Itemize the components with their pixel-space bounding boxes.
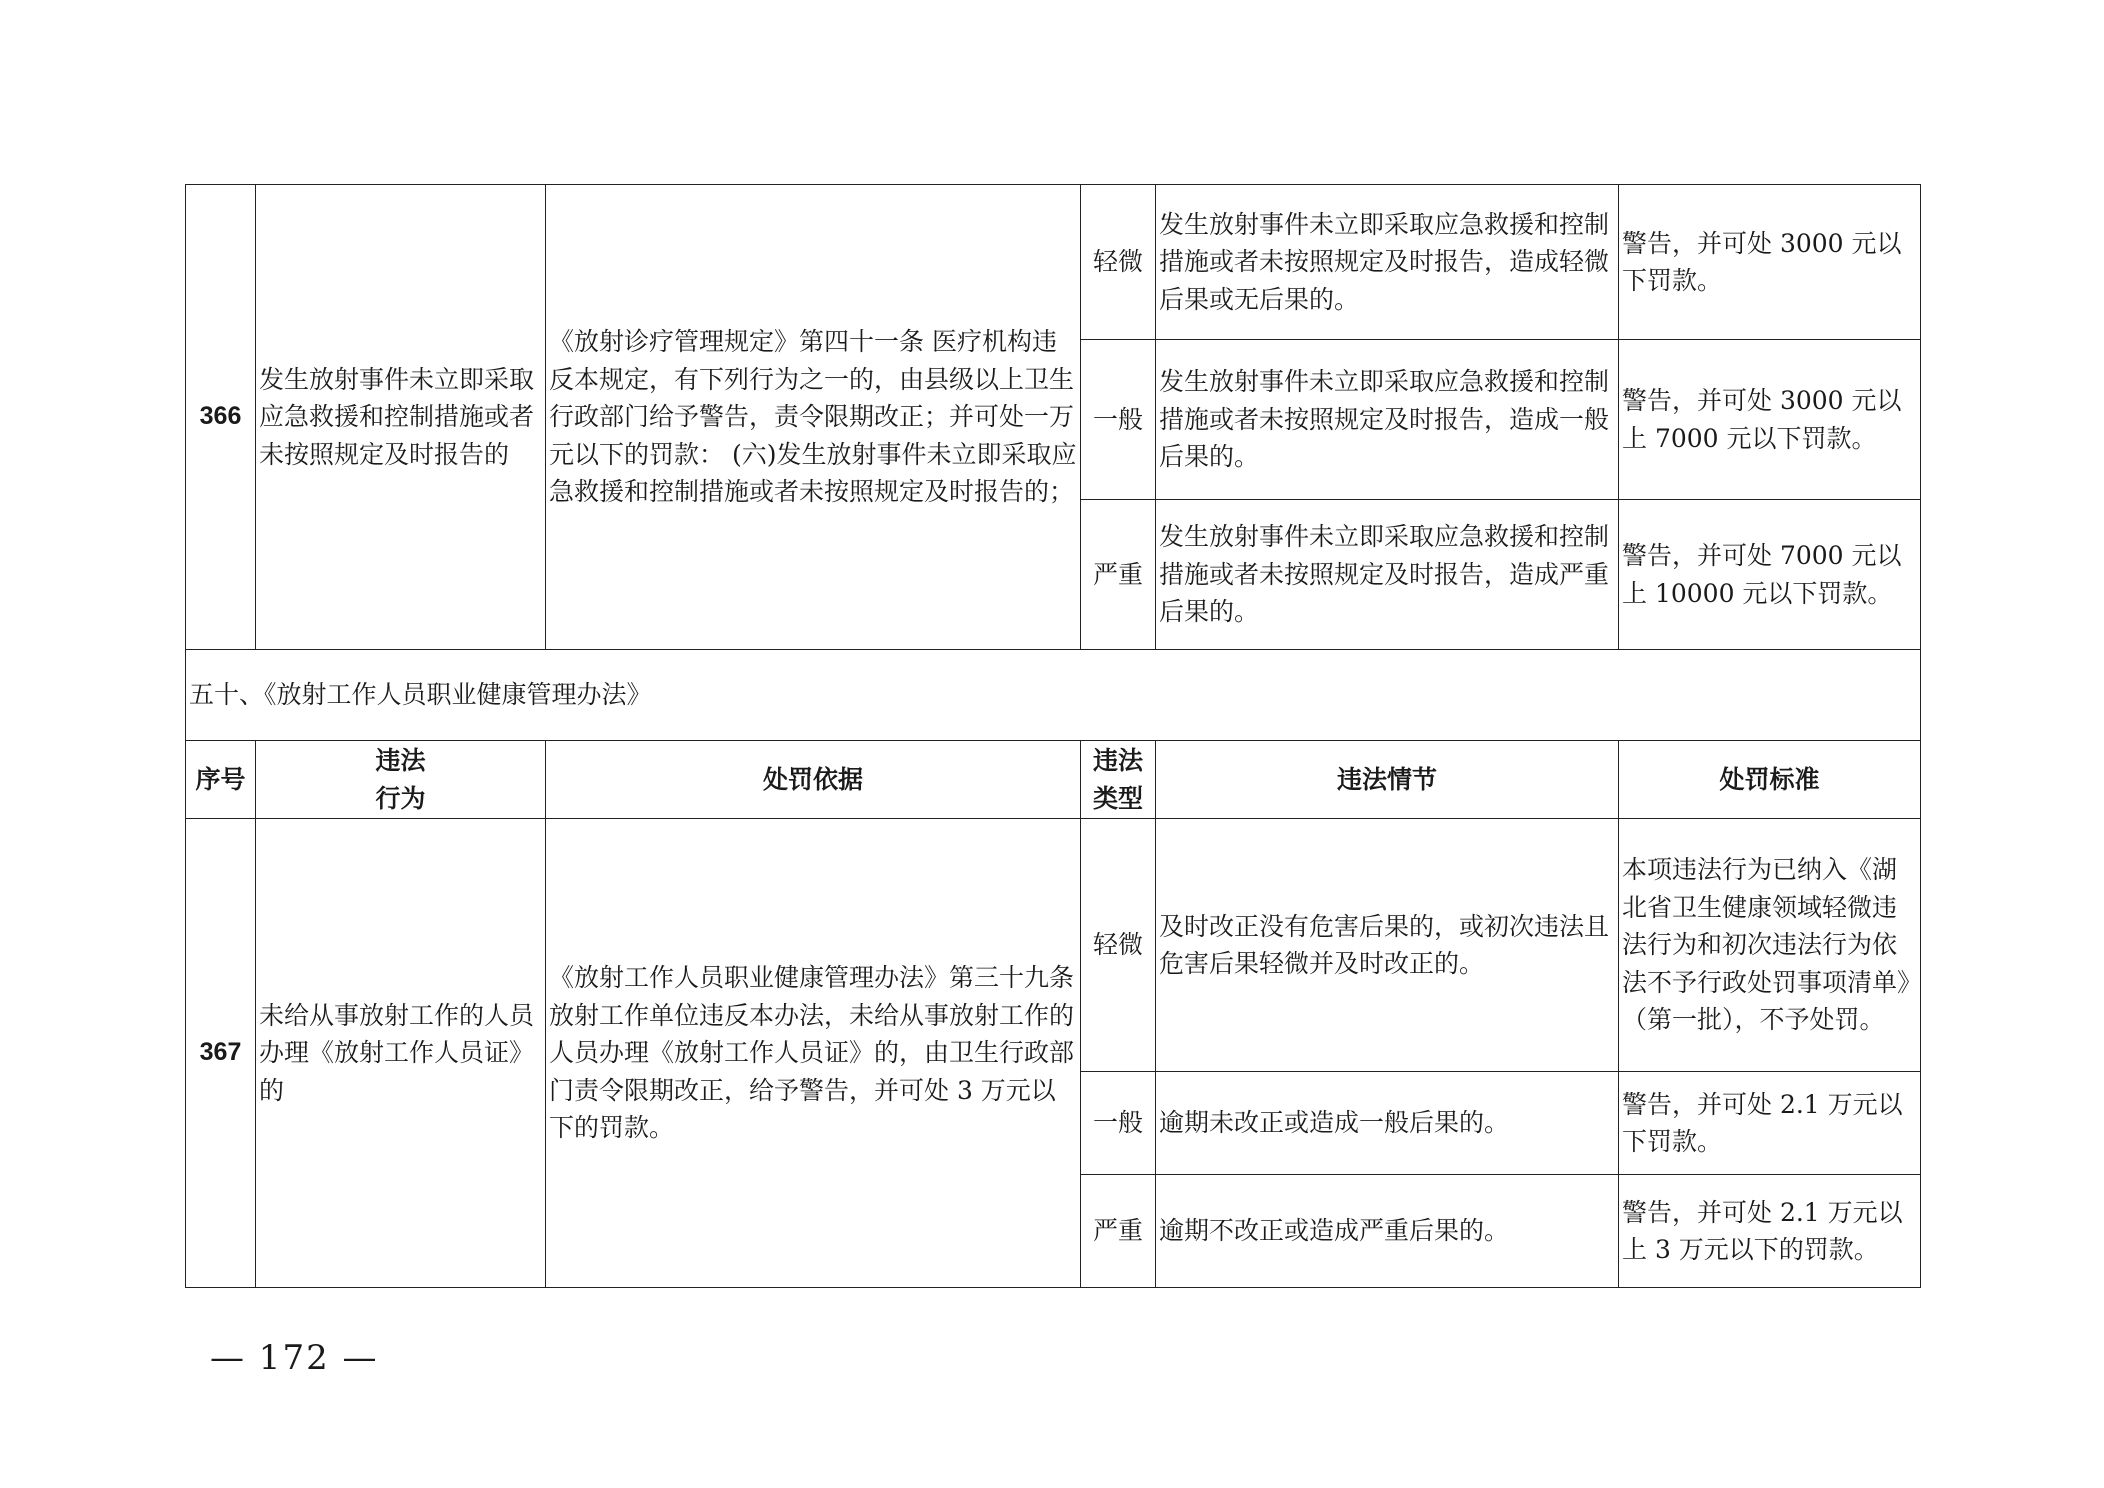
- penalty-standard: 警告，并可处 2.1 万元以下罚款。: [1619, 1072, 1921, 1175]
- page-number: — 172 —: [210, 1338, 379, 1378]
- violation-detail: 及时改正没有危害后果的，或初次违法且危害后果轻微并及时改正的。: [1156, 819, 1619, 1072]
- row-number: 367: [186, 819, 256, 1288]
- header-basis: 处罚依据: [546, 741, 1081, 819]
- violation-type: 轻微: [1081, 185, 1156, 340]
- header-detail: 违法情节: [1156, 741, 1619, 819]
- violation-detail: 发生放射事件未立即采取应急救援和控制措施或者未按照规定及时报告，造成严重后果的。: [1156, 500, 1619, 650]
- header-act: [256, 741, 546, 819]
- violation-type: 一般: [1081, 340, 1156, 500]
- violation-detail: 逾期未改正或造成一般后果的。: [1156, 1072, 1619, 1175]
- penalty-table: [185, 184, 1921, 1288]
- penalty-basis: 《放射诊疗管理规定》第四十一条 医疗机构违反本规定，有下列行为之一的，由县级以上卫生行政部门给予警告，责令限期改正；并可处一万元以下的罚款： (六)发生放射事件未立即采取应急救援和控制措施或者未按照规定及时报告的；: [546, 185, 1081, 650]
- header-act-line2: 行为: [375, 783, 426, 813]
- header-standard: 处罚标准: [1619, 741, 1921, 819]
- header-type: [1081, 741, 1156, 819]
- penalty-standard: 警告，并可处 3000 元以下罚款。: [1619, 185, 1921, 340]
- penalty-standard: 本项违法行为已纳入《湖北省卫生健康领域轻微违法行为和初次违法行为依法不予行政处罚事项清单》（第一批），不予处罚。: [1619, 819, 1921, 1072]
- section-row: [186, 650, 1921, 741]
- penalty-basis: 《放射工作人员职业健康管理办法》第三十九条 放射工作单位违反本办法，未给从事放射工作的人员办理《放射工作人员证》的，由卫生行政部门责令限期改正，给予警告，并可处 3 万元以下的罚款。: [546, 819, 1081, 1288]
- violation-detail: 发生放射事件未立即采取应急救援和控制措施或者未按照规定及时报告，造成轻微后果或无后果的。: [1156, 185, 1619, 340]
- violation-detail: 发生放射事件未立即采取应急救援和控制措施或者未按照规定及时报告，造成一般后果的。: [1156, 340, 1619, 500]
- violation-act: 发生放射事件未立即采取应急救援和控制措施或者未按照规定及时报告的: [256, 185, 546, 650]
- violation-act: 未给从事放射工作的人员办理《放射工作人员证》的: [256, 819, 546, 1288]
- header-act-line1: 违法: [375, 746, 426, 775]
- header-row: [186, 741, 1921, 819]
- table-row: [186, 185, 1921, 340]
- table-row: [186, 819, 1921, 1072]
- violation-type: 轻微: [1081, 819, 1156, 1072]
- penalty-standard: 警告，并可处 2.1 万元以上 3 万元以下的罚款。: [1619, 1175, 1921, 1288]
- header-number: 序号: [186, 741, 256, 819]
- header-type-line1: 违法: [1092, 746, 1143, 775]
- violation-type: 严重: [1081, 1175, 1156, 1288]
- penalty-standard: 警告，并可处 3000 元以上 7000 元以下罚款。: [1619, 340, 1921, 500]
- penalty-standard: 警告，并可处 7000 元以上 10000 元以下罚款。: [1619, 500, 1921, 650]
- header-type-line2: 类型: [1092, 783, 1143, 813]
- violation-detail: 逾期不改正或造成严重后果的。: [1156, 1175, 1619, 1288]
- violation-type: 一般: [1081, 1072, 1156, 1175]
- violation-type: 严重: [1081, 500, 1156, 650]
- row-number: 366: [186, 185, 256, 650]
- section-title: 五十、《放射工作人员职业健康管理办法》: [186, 650, 1921, 741]
